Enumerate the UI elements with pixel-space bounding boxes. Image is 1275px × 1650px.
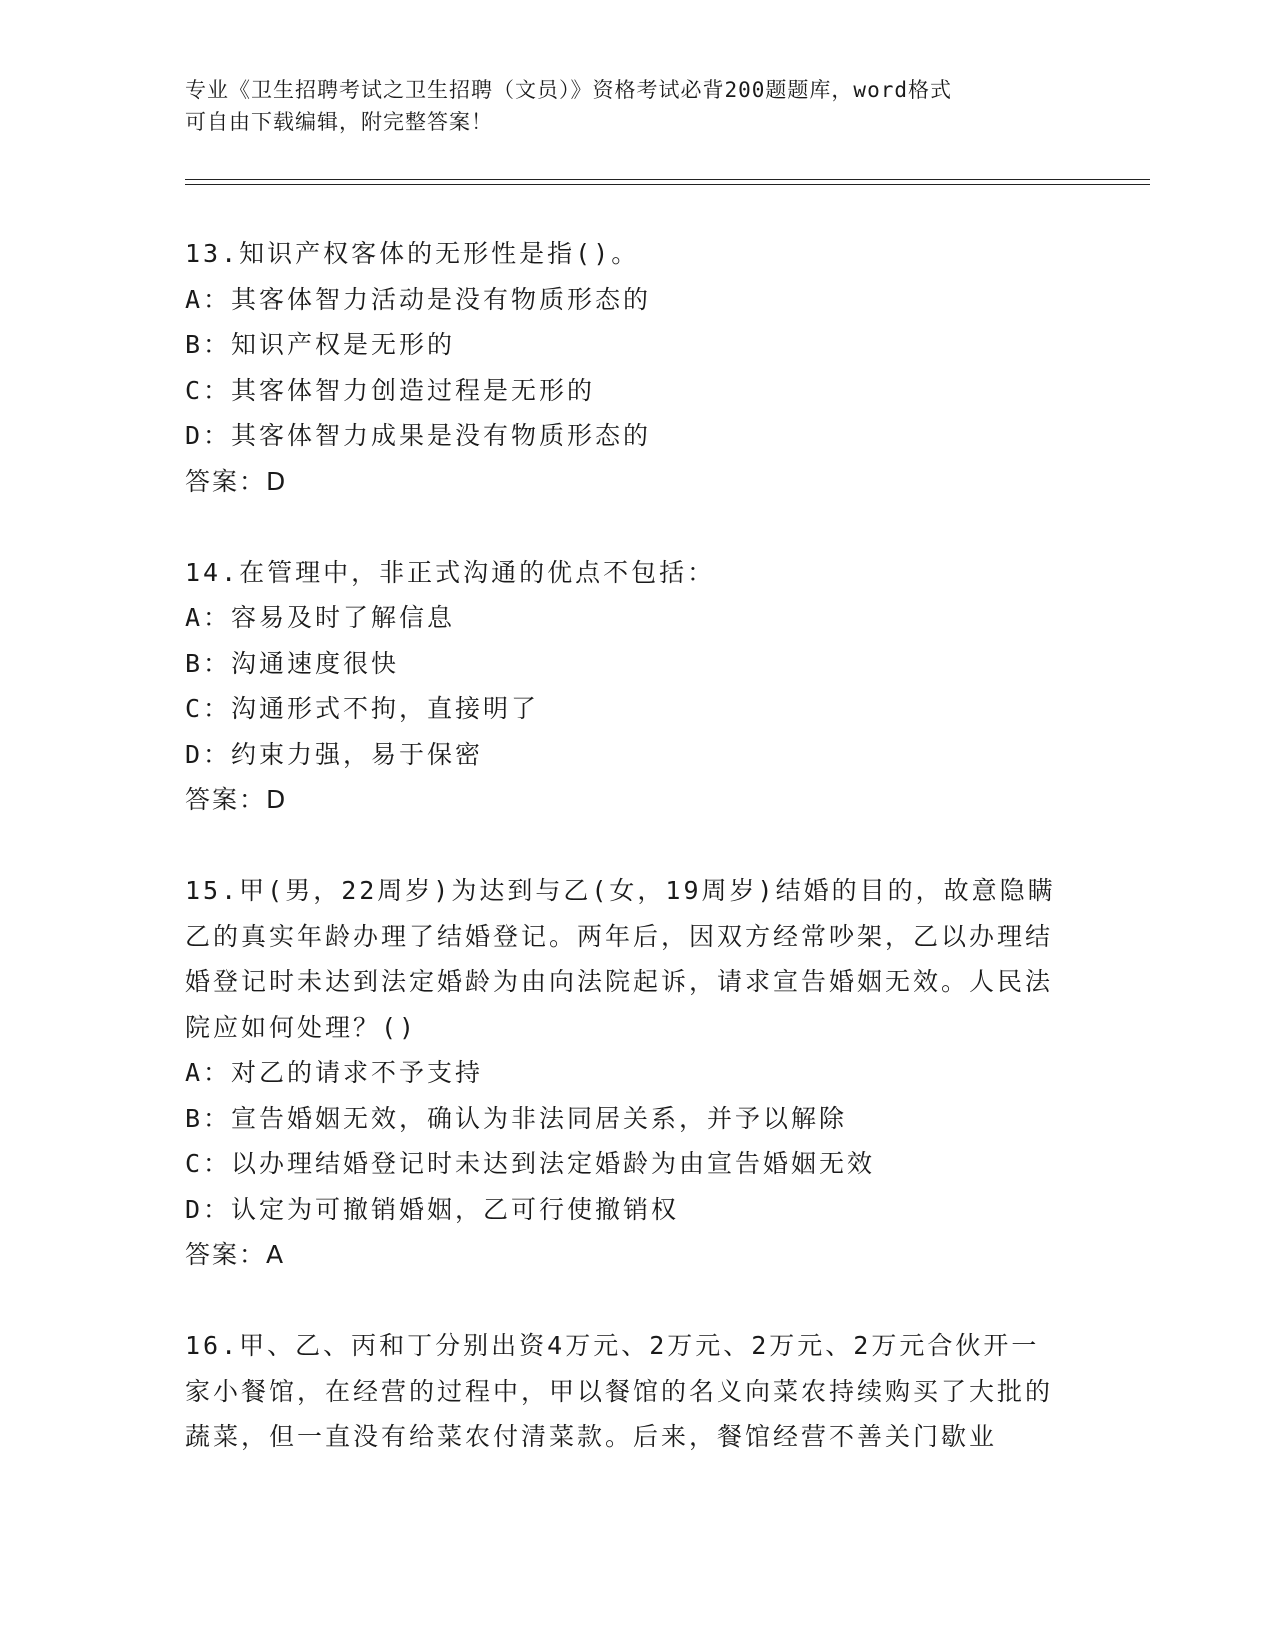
document-header [185, 74, 1065, 138]
option-d: D：认定为可撤销婚姻，乙可行使撤销权 [185, 1194, 680, 1224]
option-c: C：以办理结婚登记时未达到法定婚龄为由宣告婚姻无效 [185, 1149, 876, 1178]
option-a: A：其客体智力活动是没有物质形态的 [185, 284, 652, 314]
header-rule-bottom [185, 184, 1150, 185]
question-stem: 14.在管理中，非正式沟通的优点不包括： [185, 557, 716, 587]
header-line-2: 可自由下载编辑，附完整答案！ [185, 110, 493, 134]
option-a: A：对乙的请求不予支持 [185, 1058, 484, 1087]
question-16 [185, 1323, 1065, 1460]
option-c: C：其客体智力创造过程是无形的 [185, 375, 596, 405]
option-d: D：约束力强，易于保密 [185, 739, 484, 769]
answer-label: 答案：A [185, 1240, 286, 1269]
option-b: B：宣告婚姻无效，确认为非法同居关系，并予以解除 [185, 1103, 848, 1133]
option-c: C：沟通形式不拘，直接明了 [185, 694, 540, 723]
question-stem: 13.知识产权客体的无形性是指()。 [185, 239, 640, 268]
question-13 [185, 231, 1065, 504]
question-14 [185, 550, 1065, 823]
question-15 [185, 868, 1065, 1278]
option-d: D：其客体智力成果是没有物质形态的 [185, 421, 652, 450]
question-stem: 16.甲、乙、丙和丁分别出资4万元、2万元、2万元、2万元合伙开一家小餐馆，在经营的过程中，甲以餐馆的名义向菜农持续购买了大批的蔬菜，但一直没有给菜农付清菜款。后来，餐馆经营不善关门歇业 [185, 1331, 1054, 1451]
header-line-1: 专业《卫生招聘考试之卫生招聘（文员）》资格考试必背200题题库，word格式 [185, 78, 952, 102]
option-a: A：容易及时了解信息 [185, 603, 456, 632]
question-list [185, 231, 1065, 1505]
header-rule-top [185, 179, 1150, 180]
question-stem: 15.甲(男，22周岁)为达到与乙(女，19周岁)结婚的目的，故意隐瞒乙的真实年龄办理了结婚登记。两年后，因双方经常吵架，乙以办理结婚登记时未达到法定婚龄为由向法院起诉，请求宣告婚姻无效。人民法院应如何处理？() [185, 876, 1056, 1042]
answer-label: 答案：D [185, 466, 288, 496]
option-b: B：沟通速度很快 [185, 648, 400, 678]
answer-label: 答案：D [185, 785, 288, 814]
option-b: B：知识产权是无形的 [185, 330, 456, 359]
